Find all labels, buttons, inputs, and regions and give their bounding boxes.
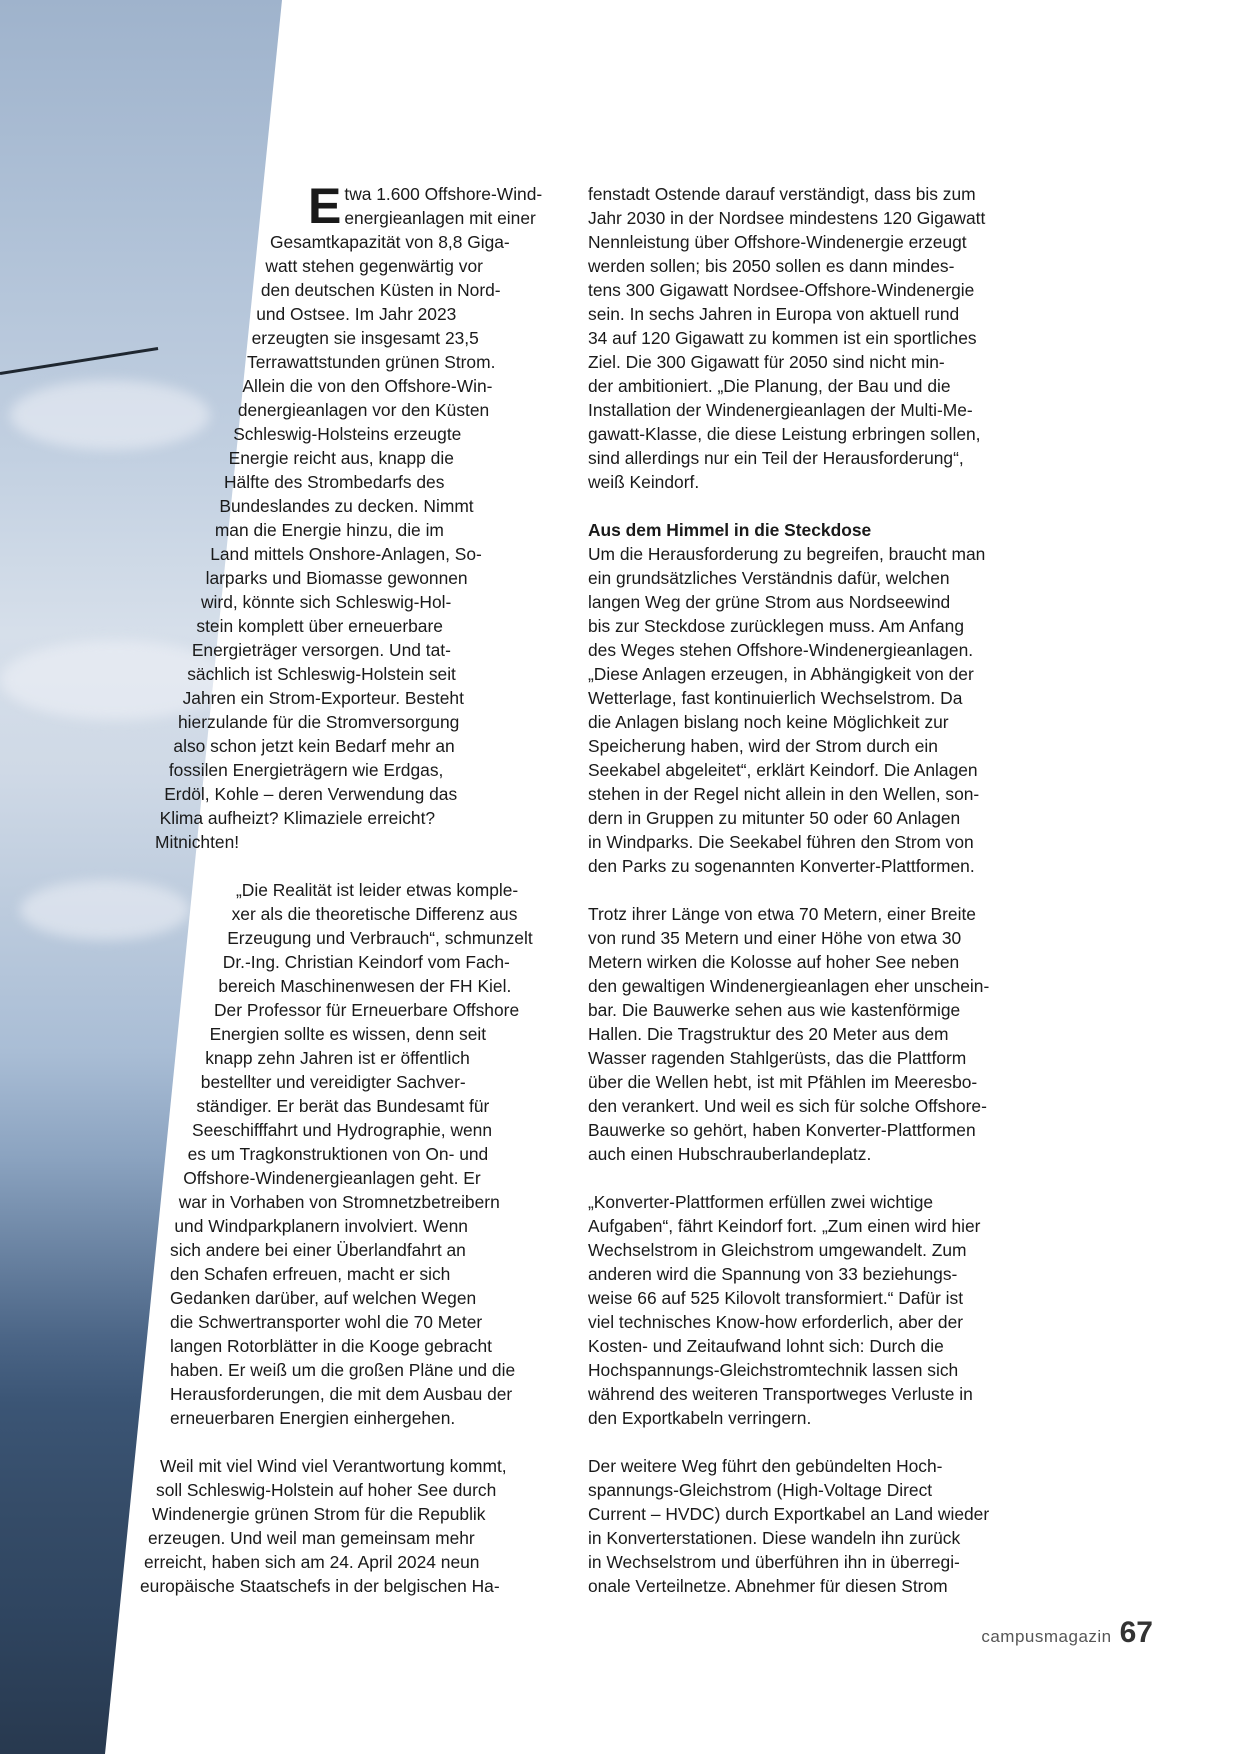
text-line: der ambitioniert. „Die Planung, der Bau und die <box>588 376 951 396</box>
text-line: Land mittels Onshore-Anlagen, So- <box>210 544 482 564</box>
text-line: haben. Er weiß um die großen Pläne und die <box>170 1360 516 1380</box>
text-line: Erzeugung und Verbrauch“, schmunzelt <box>227 928 533 948</box>
article-paragraph-ostende <box>140 1454 560 1598</box>
text-line: Hälfte des Strombedarfs des <box>224 472 445 492</box>
article-paragraph-targets <box>588 182 1028 494</box>
text-line: die Anlagen bislang noch keine Möglichkeit zur <box>588 712 949 732</box>
text-line: Aufgaben“, fährt Keindorf fort. „Zum einen wird hier <box>588 1216 981 1236</box>
text-line: Current – HVDC) durch Exportkabel an Land wieder <box>588 1504 990 1524</box>
text-line: europäische Staatschefs in der belgischen Ha- <box>140 1576 500 1596</box>
text-line: Wechselstrom in Gleichstrom umgewandelt. Zum <box>588 1240 967 1260</box>
text-line: viel technisches Know-how erforderlich, aber der <box>588 1312 964 1332</box>
text-line: sein. In sechs Jahren in Europa von aktuell rund <box>588 304 960 324</box>
text-line: Schleswig-Holsteins erzeugte <box>233 424 462 444</box>
article-paragraph-tasks <box>588 1190 1028 1430</box>
text-line: stehen in der Regel nicht allein in den Wellen, son- <box>588 784 980 804</box>
text-line: „Die Realität ist leider etwas komple- <box>236 880 519 900</box>
text-line: über die Wellen hebt, ist mit Pfählen im Meeresbo- <box>588 1072 978 1092</box>
text-line: Energien sollte es wissen, denn seit <box>209 1024 487 1044</box>
text-line: Erdöl, Kohle – deren Verwendung das <box>164 784 458 804</box>
text-line: erzeugten sie insgesamt 23,5 <box>251 328 479 348</box>
text-line: Trotz ihrer Länge von etwa 70 Metern, einer Breite <box>588 904 976 924</box>
text-line: erreicht, haben sich am 24. April 2024 neun <box>144 1552 480 1572</box>
text-line: des Weges stehen Offshore-Windenergieanlagen. <box>588 640 974 660</box>
text-line: von rund 35 Metern und einer Höhe von etwa 30 <box>588 928 962 948</box>
text-line: weise 66 auf 525 Kilovolt transformiert.“ Dafür ist <box>588 1288 964 1308</box>
text-line: Wetterlage, fast kontinuierlich Wechselstrom. Da <box>588 688 963 708</box>
text-line: Energieträger versorgen. Und tat- <box>191 640 451 660</box>
text-line: langen Weg der grüne Strom aus Nordseewind <box>588 592 951 612</box>
article-column-right <box>588 182 1028 1598</box>
text-line: energieanlagen mit einer <box>344 208 536 228</box>
paragraph-lines <box>155 178 560 854</box>
text-line: onale Verteilnetze. Abnehmer für diesen Strom <box>588 1576 948 1596</box>
text-line: den Exportkabeln verringern. <box>588 1408 812 1428</box>
text-line: Windenergie grünen Strom für die Republik <box>152 1504 486 1524</box>
text-line: sind allerdings nur ein Teil der Herausforderung“, <box>588 448 964 468</box>
text-line: Ziel. Die 300 Gigawatt für 2050 sind nicht min- <box>588 352 945 372</box>
text-line: in Konverterstationen. Diese wandeln ihn zurück <box>588 1528 961 1548</box>
text-line: „Diese Anlagen erzeugen, in Abhängigkeit von der <box>588 664 974 684</box>
article-paragraph-intro <box>155 178 560 854</box>
drop-cap: E <box>308 178 342 234</box>
text-line: Gedanken darüber, auf welchen Wegen <box>170 1288 477 1308</box>
text-line: Jahren ein Strom-Exporteur. Besteht <box>182 688 464 708</box>
text-line: knapp zehn Jahren ist er öffentlich <box>205 1048 470 1068</box>
text-line: larparks und Biomasse gewonnen <box>205 568 468 588</box>
text-line: soll Schleswig-Holstein auf hoher See durch <box>156 1480 497 1500</box>
text-line: dern in Gruppen zu mitunter 50 oder 60 Anlagen <box>588 808 961 828</box>
page-footer <box>981 1616 1153 1650</box>
text-line: sich andere bei einer Überlandfahrt an <box>170 1240 466 1260</box>
text-line: Der Professor für Erneuerbare Offshore <box>214 1000 520 1020</box>
text-line: Seeschifffahrt und Hydrographie, wenn <box>192 1120 493 1140</box>
text-line: den verankert. Und weil es sich für solche Offshore- <box>588 1096 987 1116</box>
text-line: Seekabel abgeleitet“, erklärt Keindorf. Die Anlagen <box>588 760 978 780</box>
text-line: watt stehen gegenwärtig vor <box>265 256 483 276</box>
text-line: Hallen. Die Tragstruktur des 20 Meter aus dem <box>588 1024 949 1044</box>
cloud <box>20 880 190 940</box>
text-line: die Schwertransporter wohl die 70 Meter <box>170 1312 483 1332</box>
text-line: Herausforderungen, die mit dem Ausbau der <box>170 1384 513 1404</box>
article-paragraph-quote <box>170 878 560 1430</box>
text-line: Energie reicht aus, knapp die <box>228 448 454 468</box>
text-line: Kosten- und Zeitaufwand lohnt sich: Durch die <box>588 1336 944 1356</box>
text-line: Allein die von den Offshore-Win- <box>242 376 493 396</box>
text-line: es um Tragkonstruktionen von On- und <box>187 1144 489 1164</box>
text-line: stein komplett über erneuerbare <box>196 616 443 636</box>
text-line: Um die Herausforderung zu begreifen, braucht man <box>588 544 986 564</box>
text-line: bereich Maschinenwesen der FH Kiel. <box>218 976 512 996</box>
text-line: ein grundsätzliches Verständnis dafür, welchen <box>588 568 950 588</box>
text-line: fenstadt Ostende darauf verständigt, dass bis zum <box>588 184 976 204</box>
text-line: sächlich ist Schleswig-Holstein seit <box>187 664 456 684</box>
article-paragraph-hvdc <box>588 1454 1028 1598</box>
turbine-blade <box>0 347 158 375</box>
text-line: wird, könnte sich Schleswig-Hol- <box>201 592 452 612</box>
text-line: anderen wird die Spannung von 33 beziehungs- <box>588 1264 958 1284</box>
page-number: 67 <box>1119 1616 1153 1649</box>
text-line: in Wechselstrom und überführen ihn in überregi- <box>588 1552 960 1572</box>
text-line: Wasser ragenden Stahlgerüsts, das die Plattform <box>588 1048 967 1068</box>
text-line: Klima aufheizt? Klimaziele erreicht? <box>159 808 436 828</box>
text-line: Bundeslandes zu decken. Nimmt <box>219 496 474 516</box>
text-line: Nennleistung über Offshore-Windenergie erzeugt <box>588 232 967 252</box>
text-line: während des weiteren Transportweges Verluste in <box>588 1384 973 1404</box>
text-line: Bauwerke so gehört, haben Konverter-Plattformen <box>588 1120 976 1140</box>
text-line: also schon jetzt kein Bedarf mehr an <box>173 736 455 756</box>
text-line: Der weitere Weg führt den gebündelten Hoch- <box>588 1456 943 1476</box>
text-line: Gesamtkapazität von 8,8 Giga- <box>270 232 510 252</box>
text-line: Dr.-Ing. Christian Keindorf vom Fach- <box>222 952 510 972</box>
text-line: Speicherung haben, wird der Strom durch ein <box>588 736 938 756</box>
text-line: Metern wirken die Kolosse auf hoher See neben <box>588 952 960 972</box>
subheading: Aus dem Himmel in die Steckdose <box>588 520 872 540</box>
text-line: den gewaltigen Windenergieanlagen eher unschein- <box>588 976 990 996</box>
text-line: den Parks zu sogenannten Konverter-Plattformen. <box>588 856 975 876</box>
text-line: denergieanlagen vor den Küsten <box>237 400 490 420</box>
text-line: den deutschen Küsten in Nord- <box>260 280 501 300</box>
text-line: xer als die theoretische Differenz aus <box>231 904 518 924</box>
text-line: Jahr 2030 in der Nordsee mindestens 120 Gigawatt <box>588 208 986 228</box>
text-line: bestellter und vereidigter Sachver- <box>200 1072 466 1092</box>
text-line: in Windparks. Die Seekabel führen den Strom von <box>588 832 974 852</box>
article-paragraph-platforms <box>588 902 1028 1166</box>
text-line: gawatt-Klasse, die diese Leistung erbringen sollen, <box>588 424 981 444</box>
text-line: man die Energie hinzu, die im <box>214 520 444 540</box>
text-line: Offshore-Windenergieanlagen geht. Er <box>183 1168 481 1188</box>
text-line: ständiger. Er berät das Bundesamt für <box>196 1096 490 1116</box>
publication-name: campusmagazin <box>981 1627 1112 1646</box>
article-column-left <box>140 178 560 1598</box>
text-line: erneuerbaren Energien einhergehen. <box>170 1408 456 1428</box>
text-line: weiß Keindorf. <box>588 472 700 492</box>
text-line: tens 300 Gigawatt Nordsee-Offshore-Windenergie <box>588 280 975 300</box>
text-line: fossilen Energieträgern wie Erdgas, <box>168 760 444 780</box>
text-line: und Windparkplanern involviert. Wenn <box>174 1216 468 1236</box>
text-line: erzeugen. Und weil man gemeinsam mehr <box>148 1528 475 1548</box>
text-line: Installation der Windenergieanlagen der Multi-Me- <box>588 400 973 420</box>
text-line: twa 1.600 Offshore-Wind- <box>344 184 543 204</box>
text-line: hierzulande für die Stromversorgung <box>178 712 460 732</box>
text-line: Weil mit viel Wind viel Verantwortung kommt, <box>160 1456 507 1476</box>
text-line: werden sollen; bis 2050 sollen es dann mindes- <box>588 256 955 276</box>
article-paragraph-path <box>588 542 1028 878</box>
text-line: langen Rotorblätter in die Kooge gebracht <box>170 1336 492 1356</box>
text-line: und Ostsee. Im Jahr 2023 <box>256 304 457 324</box>
text-line: den Schafen erfreuen, macht er sich <box>170 1264 451 1284</box>
text-line: Hochspannungs-Gleichstromtechnik lassen sich <box>588 1360 959 1380</box>
text-line: war in Vorhaben von Stromnetzbetreibern <box>178 1192 500 1212</box>
text-line: 34 auf 120 Gigawatt zu kommen ist ein sportliches <box>588 328 977 348</box>
text-line: Mitnichten! <box>155 832 240 852</box>
text-line: spannungs-Gleichstrom (High-Voltage Direct <box>588 1480 933 1500</box>
text-line: auch einen Hubschrauberlandeplatz. <box>588 1144 872 1164</box>
text-line: bis zur Steckdose zurücklegen muss. Am Anfang <box>588 616 965 636</box>
text-line: bar. Die Bauwerke sehen aus wie kastenförmige <box>588 1000 961 1020</box>
text-line: Terrawattstunden grünen Strom. <box>247 352 496 372</box>
text-line: „Konverter-Plattformen erfüllen zwei wichtige <box>588 1192 934 1212</box>
